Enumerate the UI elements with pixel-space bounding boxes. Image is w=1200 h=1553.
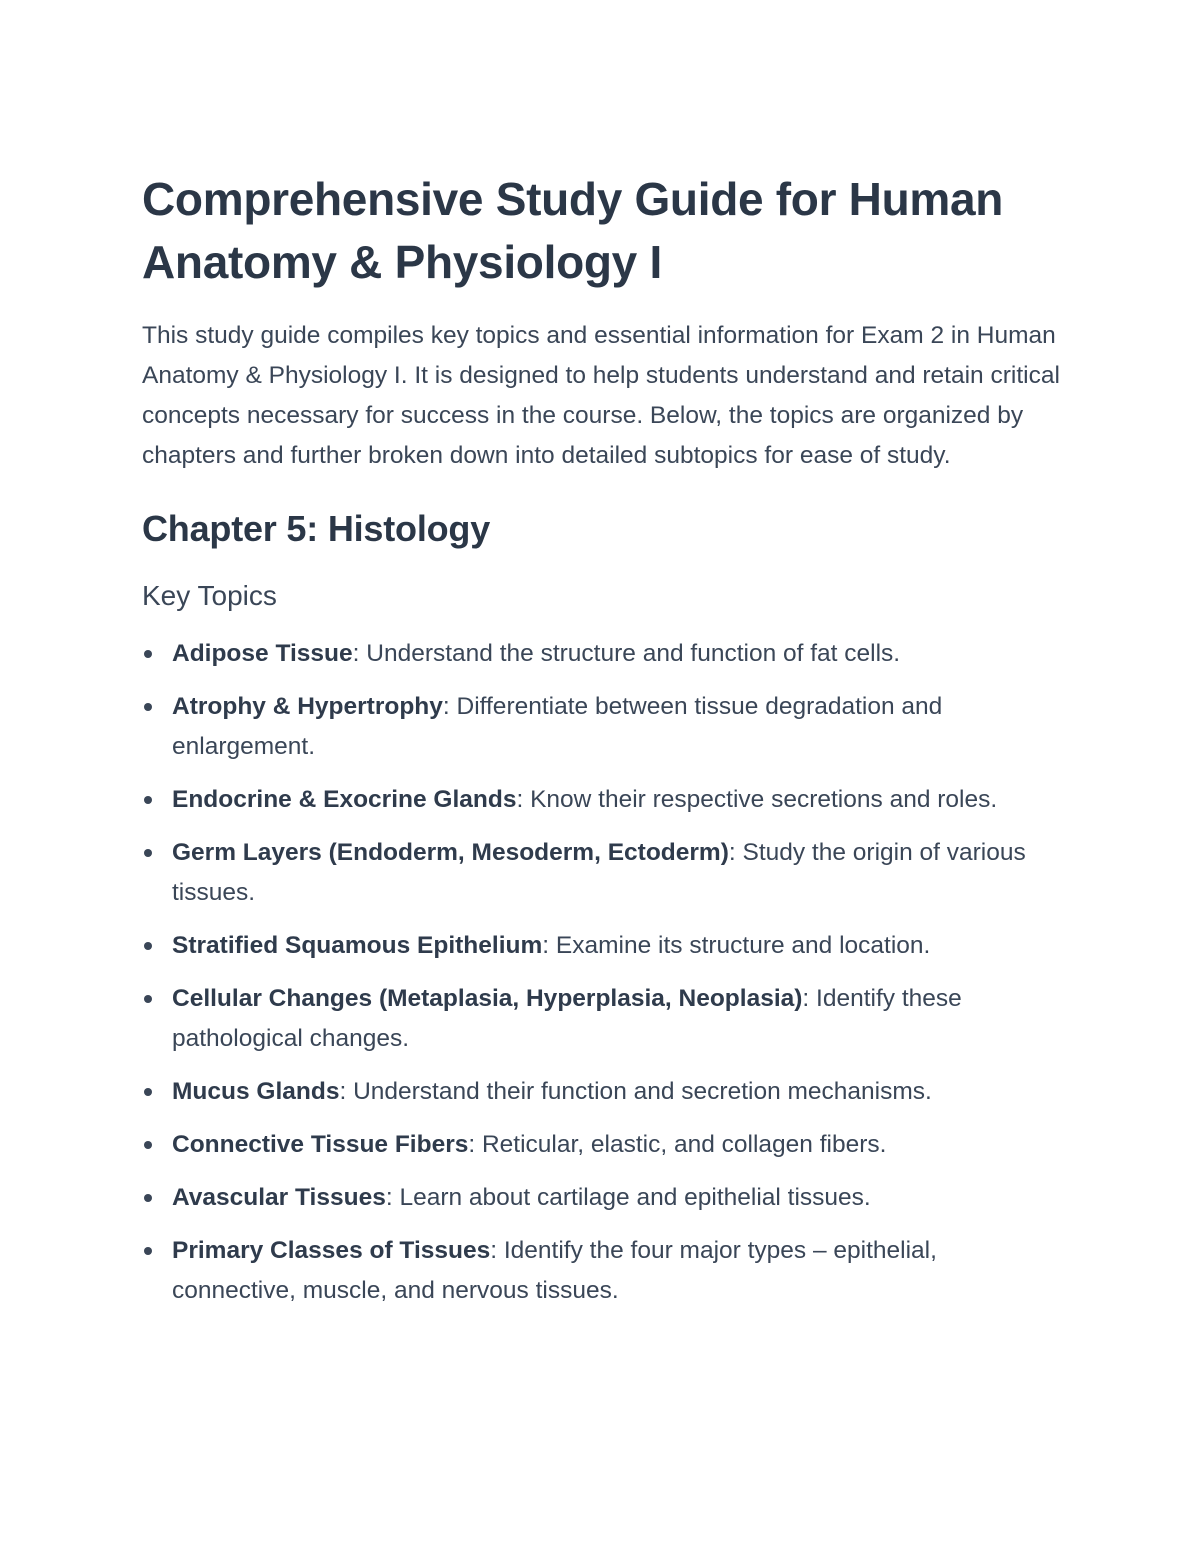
topic-description: : Understand their function and secretion mechanisms. xyxy=(339,1078,932,1105)
topic-item-avascular-tissues xyxy=(142,1178,1060,1218)
topic-item-atrophy-hypertrophy xyxy=(142,687,1060,767)
topic-item-endocrine-exocrine-glands xyxy=(142,780,1060,820)
key-topics-heading: Key Topics xyxy=(142,580,277,611)
topic-description: : Learn about cartilage and epithelial tissues. xyxy=(385,1184,871,1211)
topic-description: : Reticular, elastic, and collagen fibers. xyxy=(468,1131,887,1158)
bullet-icon xyxy=(144,995,152,1003)
topic-item-adipose-tissue xyxy=(142,634,1060,674)
document-title: Comprehensive Study Guide for Human Anatomy & Physiology I xyxy=(142,173,1004,288)
bullet-icon xyxy=(144,1194,152,1202)
topic-description: : Identify these pathological changes. xyxy=(172,985,962,1052)
topic-description: : Know their respective secretions and roles. xyxy=(516,786,998,813)
bullet-icon xyxy=(144,796,152,804)
topic-description: : Study the origin of various tissues. xyxy=(172,839,1026,906)
topic-item-stratified-squamous-epithelium xyxy=(142,926,1060,966)
topic-term: Stratified Squamous Epithelium xyxy=(172,932,543,959)
topic-term: Germ Layers (Endoderm, Mesoderm, Ectoderm) xyxy=(172,839,729,866)
topic-item-mucus-glands xyxy=(142,1072,1060,1112)
chapter-heading: Chapter 5: Histology xyxy=(142,508,491,549)
topic-term: Cellular Changes (Metaplasia, Hyperplasia, Neoplasia) xyxy=(172,985,803,1012)
topic-term: Adipose Tissue xyxy=(172,640,353,667)
topic-term: Primary Classes of Tissues xyxy=(172,1237,491,1264)
topic-term: Mucus Glands xyxy=(172,1078,340,1105)
topic-description: : Examine its structure and location. xyxy=(542,932,931,959)
topic-item-cellular-changes xyxy=(142,979,1060,1059)
topic-term: Avascular Tissues xyxy=(172,1184,386,1211)
topic-description: : Identify the four major types – epithelial, connective, muscle, and nervous tissues. xyxy=(172,1237,937,1304)
topic-list xyxy=(142,634,1060,1311)
topic-term: Atrophy & Hypertrophy xyxy=(172,693,443,720)
bullet-icon xyxy=(144,1247,152,1255)
topic-item-primary-classes-of-tissues xyxy=(142,1231,1060,1311)
topic-term: Connective Tissue Fibers xyxy=(172,1131,469,1158)
bullet-icon xyxy=(144,1088,152,1096)
bullet-icon xyxy=(144,1141,152,1149)
topic-description: : Understand the structure and function of fat cells. xyxy=(352,640,901,667)
bullet-icon xyxy=(144,849,152,857)
topic-item-connective-tissue-fibers xyxy=(142,1125,1060,1165)
intro-paragraph: This study guide compiles key topics and essential information for Exam 2 in Human Anatomy & Physiology I. It is designed to help students understand and retain critical concepts necessary for success in the course. Below, the topics are organized by chapters and further broken down into detailed subtopics for ease of study. xyxy=(142,322,1060,469)
bullet-icon xyxy=(144,650,152,658)
bullet-icon xyxy=(144,703,152,711)
bullet-icon xyxy=(144,942,152,950)
topic-term: Endocrine & Exocrine Glands xyxy=(172,786,517,813)
topic-description: : Differentiate between tissue degradation and enlargement. xyxy=(172,693,943,760)
topic-item-germ-layers xyxy=(142,833,1060,913)
